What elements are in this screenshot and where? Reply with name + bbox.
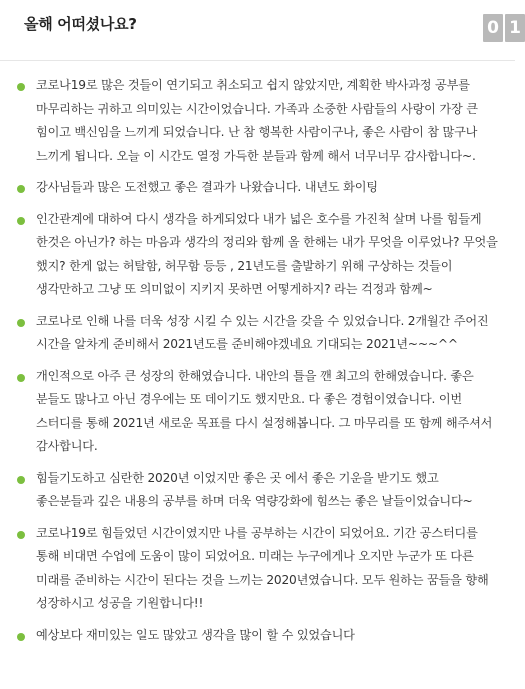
list-item [0, 624, 515, 648]
list-item [0, 310, 515, 357]
response-text: 코로나로 인해 나를 더욱 성장 시킬 수 있는 시간을 갖을 수 있었습니다. 2개월간 주어진 시간을 알차게 준비해서 2021년도를 준비해야겠네요 기대되는 2021년~~~^^ [36, 313, 489, 351]
bullet-dot-icon [17, 83, 25, 91]
bullet-dot-icon [17, 531, 25, 539]
list-item [0, 74, 515, 168]
bullet-dot-icon [17, 319, 25, 327]
response-counter [483, 14, 525, 42]
header [0, 0, 521, 48]
bullet-dot-icon [17, 374, 25, 382]
bullet-dot-icon [17, 476, 25, 484]
counter-digit: 1 [505, 14, 525, 42]
bullet-dot-icon [17, 633, 25, 641]
list-item [0, 176, 515, 200]
response-text: 인간관계에 대하여 다시 생각을 하게되었다 내가 넓은 호수를 가진척 살며 나를 힘들게 한것은 아닌가? 하는 마음과 생각의 정리와 함께 올 한해는 내가 무엇을 이루었나? 무엇을 했지? 한게 없는 허탈함, 허무함 등등 , 21년도를 출발하기 위해 구상하는 것들이 생각만하고 그냥 또 의미없이 지키지 못하면 어떻게하지? 라는 걱정과 함께~ [36, 211, 498, 296]
list-item [0, 208, 515, 302]
response-list [0, 74, 515, 655]
response-text: 힘들기도하고 심란한 2020년 이었지만 좋은 곳 에서 좋은 기운을 받기도 했고 좋은분들과 깊은 내용의 공부를 하며 더욱 역량강화에 힘쓰는 좋은 날들이었습니다~ [36, 470, 473, 508]
list-item [0, 365, 515, 459]
response-text: 예상보다 재미있는 일도 많았고 생각을 많이 할 수 있었습니다 [36, 627, 355, 642]
header-divider [0, 60, 515, 61]
response-text: 코로나19로 힘들었던 시간이였지만 나를 공부하는 시간이 되었어요. 기간 공스터디를 통해 비대면 수업에 도움이 많이 되었어요. 미래는 누구에게나 오지만 누군가 또 다른 미래를 준비하는 시간이 된다는 것을 느끼는 2020년였습니다. 모두 원하는 꿈들을 향해 성장하시고 성공을 기원합니다!! [36, 525, 489, 610]
response-text: 개인적으로 아주 큰 성장의 한해였습니다. 내안의 틀을 깬 최고의 한해였습니다. 좋은 분들도 많나고 아닌 경우에는 또 데이기도 했지만요. 다 좋은 경험이였습니다. 이번 스터디를 통해 2021년 새로운 목표를 다시 설정해봅니다. 그 마무리를 또 함께 해주셔서 감사합니다. [36, 368, 493, 453]
list-item [0, 522, 515, 616]
list-item [0, 467, 515, 514]
response-text: 코로나19로 많은 것들이 연기되고 취소되고 쉽지 않았지만, 계획한 박사과정 공부를 마무리하는 귀하고 의미있는 시간이었습니다. 가족과 소중한 사람들의 사랑이 가장 큰 힘이고 백신임을 느끼게 되었습니다. 난 참 행복한 사람이구나, 좋은 사람이 참 많구나 느끼게 됩니다. 오늘 이 시간도 열정 가득한 분들과 함께 해서 너무너무 감사합니다~. [36, 78, 478, 163]
bullet-dot-icon [17, 185, 25, 193]
bullet-dot-icon [17, 217, 25, 225]
page-title: 올해 어떠셨나요? [24, 15, 137, 33]
response-text: 강사님들과 많은 도전했고 좋은 결과가 나왔습니다. 내년도 화이팅 [36, 180, 378, 194]
counter-digit: 0 [483, 14, 503, 42]
